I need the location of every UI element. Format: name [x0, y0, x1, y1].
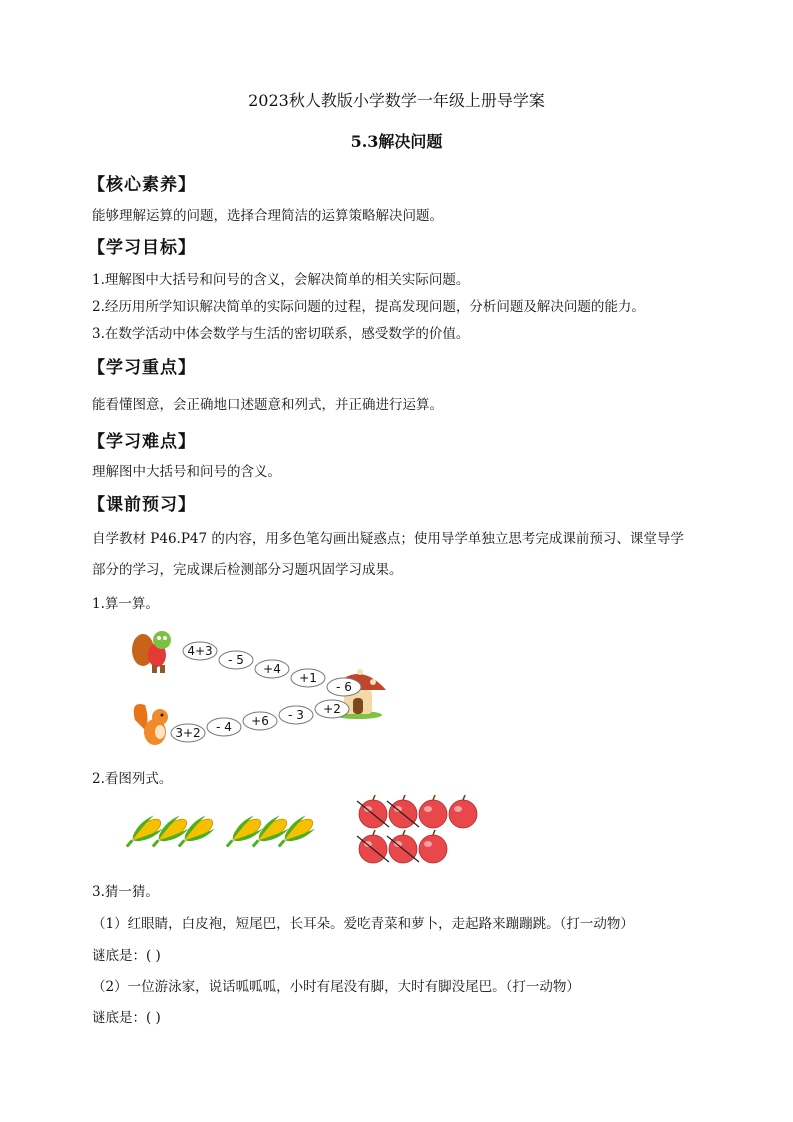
goal-item: 3.在数学活动中体会数学与生活的密切联系，感受数学的价值。: [92, 326, 470, 342]
svg-text:- 6: - 6: [336, 680, 352, 694]
svg-text:+6: +6: [251, 714, 269, 728]
calc-chain-illustration: [130, 620, 400, 755]
apple-icon: [357, 795, 389, 828]
section-heading-key: 【学习重点】: [88, 358, 196, 378]
calc-step-top: [255, 660, 289, 678]
question-2-label: 2.看图列式。: [92, 771, 173, 787]
corn-icon: [221, 813, 266, 852]
squirrel-icon: [134, 704, 168, 745]
answer-2-blank: 谜底是：( ): [92, 1010, 161, 1026]
lesson-subtitle: 5.3解决问题: [350, 132, 443, 151]
section-heading-goals: 【学习目标】: [88, 238, 196, 258]
core-text: 能够理解运算的问题，选择合理简洁的运算策略解决问题。: [92, 208, 443, 224]
svg-text:- 5: - 5: [228, 653, 244, 667]
svg-text:4+3: 4+3: [187, 644, 213, 658]
apple-icon: [419, 830, 447, 863]
svg-text:+2: +2: [323, 702, 341, 716]
section-heading-core: 【核心素养】: [88, 175, 196, 195]
svg-text:3+2: 3+2: [175, 726, 201, 740]
section-heading-preview: 【课前预习】: [88, 495, 196, 515]
difficulty-text: 理解图中大括号和问号的含义。: [92, 464, 281, 480]
squirrel-with-mask-icon: [132, 631, 171, 673]
calc-step-top: [327, 678, 361, 696]
riddle-2: （2）一位游泳家，说话呱呱呱，小时有尾没有脚，大时有脚没尾巴。（打一动物）: [92, 979, 580, 995]
calc-step-bottom: [243, 712, 277, 730]
key-text: 能看懂图意，会正确地口述题意和列式，并正确进行运算。: [92, 397, 443, 413]
apple-icon: [357, 830, 389, 863]
goal-item: 1.理解图中大括号和问号的含义，会解决简单的相关实际问题。: [92, 272, 470, 288]
apple-icon: [387, 830, 419, 863]
svg-text:- 4: - 4: [216, 720, 232, 734]
question-1-label: 1.算一算。: [92, 596, 159, 612]
calc-step-top: [219, 651, 253, 669]
calc-step-bottom: [279, 706, 313, 724]
answer-1-blank: 谜底是：( ): [92, 948, 161, 964]
apple-icon: [449, 795, 477, 828]
goal-item: 2.经历用所学知识解决简单的实际问题的过程，提高发现问题，分析问题及解决问题的能力。: [92, 299, 645, 315]
calc-step-top: [183, 642, 217, 660]
preview-intro-line1: 自学教材 P46.P47 的内容，用多色笔勾画出疑惑点；使用导学单独立思考完成课前预习、课堂导学: [92, 531, 684, 547]
calc-step-bottom: [207, 718, 241, 736]
preview-intro-line2: 部分的学习，完成课后检测部分习题巩固学习成果。: [92, 562, 403, 578]
apple-icon: [387, 795, 419, 828]
question-3-label: 3.猜一猜。: [92, 884, 159, 900]
calc-step-bottom: [315, 700, 349, 718]
calc-step-bottom: [171, 724, 205, 742]
apple-icon: [419, 795, 447, 828]
picture-equation-illustration: [125, 795, 495, 870]
calc-step-top: [291, 669, 325, 687]
document-title: 2023秋人教版小学数学一年级上册导学案: [248, 91, 545, 110]
riddle-1: （1）红眼睛，白皮袍，短尾巴，长耳朵。爱吃青菜和萝卜，走起路来蹦蹦跳。（打一动物）: [92, 916, 634, 932]
section-heading-difficulty: 【学习难点】: [88, 432, 196, 452]
corn-icon: [125, 813, 165, 852]
svg-text:- 3: - 3: [288, 708, 304, 722]
svg-text:+1: +1: [299, 671, 317, 685]
svg-text:+4: +4: [263, 662, 281, 676]
